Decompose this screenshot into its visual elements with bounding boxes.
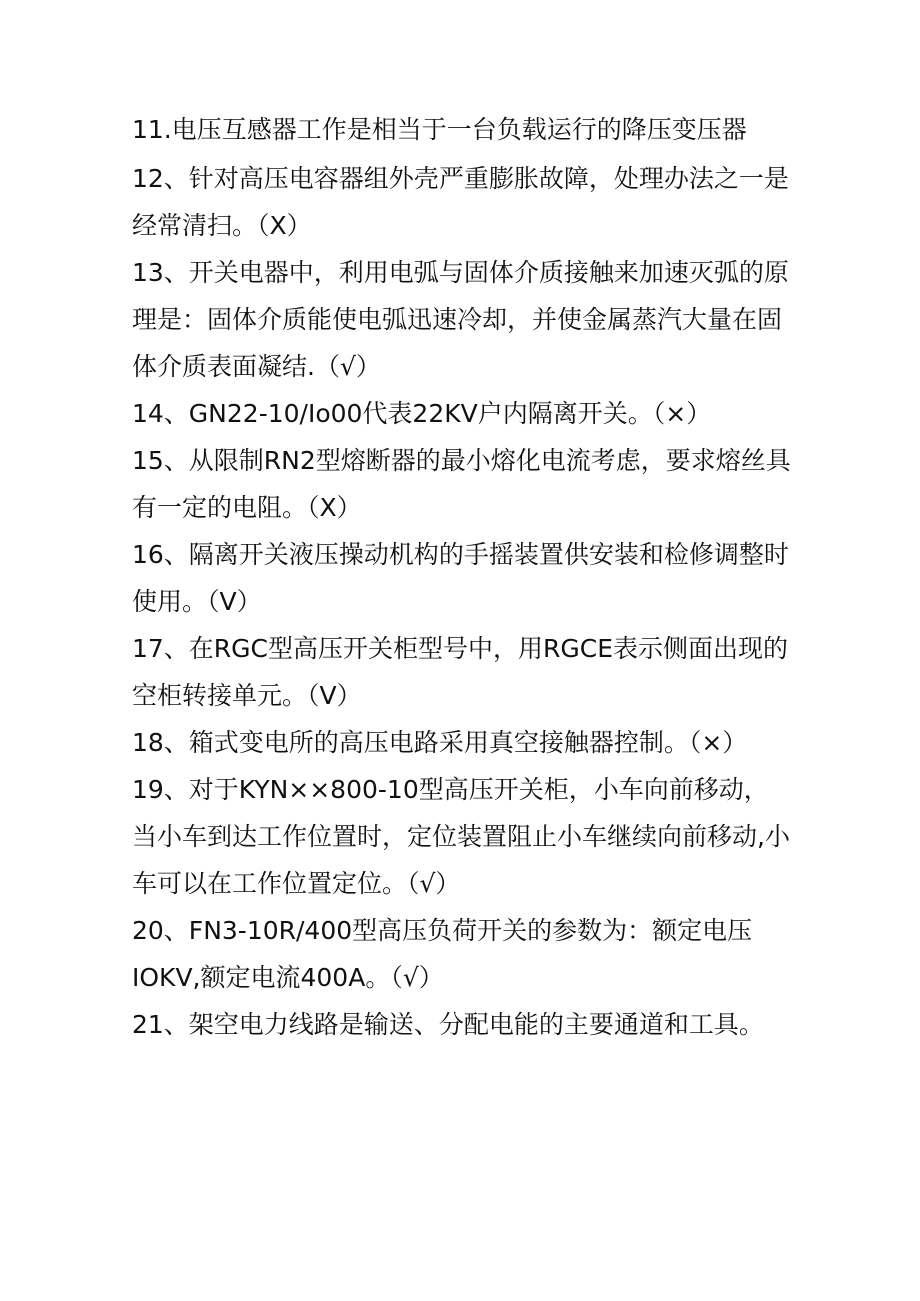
question-13-line-3: 体介质表面凝结.（√） — [132, 352, 381, 381]
question-19-line-3: 车可以在工作位置定位。（√） — [132, 869, 461, 898]
question-19-line-1: 19、对于KYN××800-10型高压开关柜，小车向前移动， — [132, 775, 769, 804]
question-20-line-2: IOKV,额定电流400A。（√） — [132, 963, 444, 992]
question-13-line-1: 13、开关电器中，利用电弧与固体介质接触来加速灭弧的原 — [132, 258, 789, 287]
question-11-line: 11.电压互感器工作是相当于一台负载运行的降压变压器 — [132, 115, 747, 144]
question-15-line-2: 有一定的电阻。（X） — [132, 493, 362, 522]
question-12-line-1: 12、针对高压电容器组外壳严重膨胀故障，处理办法之一是 — [132, 164, 789, 193]
question-21-line: 21、架空电力线路是输送、分配电能的主要通道和工具。 — [132, 1010, 764, 1039]
question-18-line: 18、箱式变电所的高压电路采用真空接触器控制。（×） — [132, 728, 748, 757]
question-17-line-2: 空柜转接单元。（V） — [132, 681, 362, 710]
question-16-line-2: 使用。（V） — [132, 587, 262, 616]
question-20-line-1: 20、FN3-10R/400型高压负荷开关的参数为：额定电压 — [132, 916, 753, 945]
question-list — [132, 106, 792, 1048]
question-12-line-2: 经常清扫。（X） — [132, 211, 312, 240]
question-13-line-2: 理是：固体介质能使电弧迅速冷却，并使金属蒸汽大量在固 — [132, 305, 783, 334]
question-16-line-1: 16、隔离开关液压操动机构的手摇装置供安装和检修调整时 — [132, 540, 789, 569]
question-15-line-1: 15、从限制RN2型熔断器的最小熔化电流考虑，要求熔丝具 — [132, 446, 791, 475]
question-14-line: 14、GN22-10/Io00代表22KV户内隔离开关。（×） — [132, 399, 712, 428]
question-17-line-1: 17、在RGC型高压开关柜型号中，用RGCE表示侧面出现的 — [132, 634, 789, 663]
question-19-line-2: 当小车到达工作位置时，定位装置阻止小车继续向前移动,小 — [132, 822, 790, 851]
